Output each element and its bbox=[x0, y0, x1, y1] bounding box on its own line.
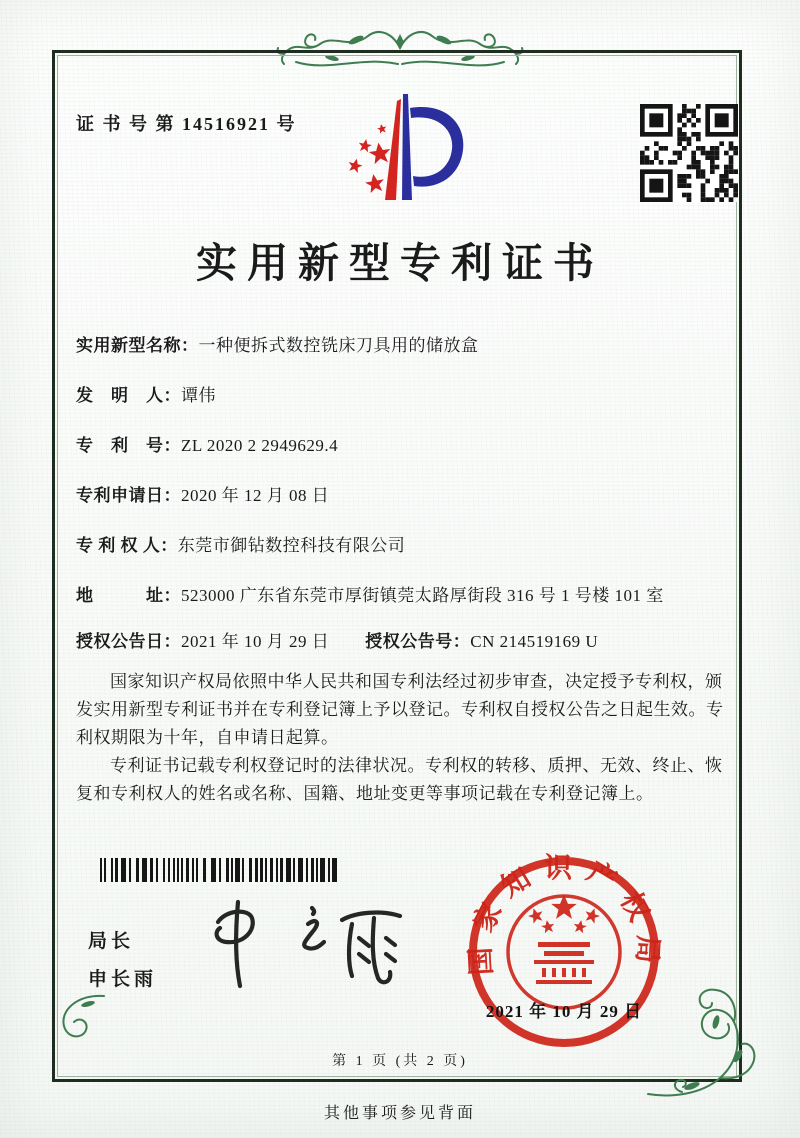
field-label: 授权公告号： bbox=[365, 632, 471, 651]
field-label: 专利申请日： bbox=[76, 486, 181, 505]
field-grant-row bbox=[76, 630, 728, 654]
legal-paragraph-1: 国家知识产权局依照中华人民共和国专利法经过初步审查，决定授予专利权，颁发实用新型专利证书并在专利登记簿上予以登记。专利权自授权公告之日起生效。专利权期限为十年，自申请日起算。 bbox=[76, 672, 724, 747]
commissioner-title: 局长 bbox=[88, 931, 135, 952]
national-emblem-icon bbox=[526, 895, 601, 985]
field-label: 发 明 人： bbox=[76, 386, 181, 405]
back-side-note: 其他事项参见背面 bbox=[323, 1105, 476, 1122]
barcode bbox=[100, 856, 338, 884]
seal-org-text: 国家知识产权局 bbox=[465, 852, 663, 977]
field-value: 2020 年 12 月 08 日 bbox=[181, 486, 330, 505]
field-value: 523000 广东省东莞市厚街镇莞太路厚街段 316 号 1 号楼 101 室 bbox=[181, 586, 664, 605]
field-address bbox=[76, 584, 728, 608]
field-value: 一种便拆式数控铣床刀具用的储放盒 bbox=[198, 336, 479, 355]
field-label: 实用新型名称： bbox=[76, 336, 199, 355]
field-patentee bbox=[76, 534, 728, 558]
field-filing-date bbox=[76, 484, 728, 508]
page-number: 第 1 页 (共 2 页) bbox=[332, 1054, 468, 1069]
qr-code bbox=[638, 104, 740, 202]
field-label: 地 址： bbox=[76, 586, 181, 605]
field-inventor bbox=[76, 384, 728, 408]
cnipa-logo bbox=[330, 86, 470, 218]
official-seal bbox=[464, 852, 664, 1052]
qr-finder-tl bbox=[640, 104, 673, 137]
field-list bbox=[76, 334, 728, 680]
seal-graphic bbox=[464, 852, 664, 1052]
qr-finder-tr bbox=[705, 104, 738, 137]
commissioner-signature bbox=[196, 894, 426, 994]
field-value: CN 214519169 U bbox=[470, 632, 599, 651]
commissioner-name: 申长雨 bbox=[88, 969, 158, 990]
legal-text bbox=[76, 668, 730, 808]
legal-paragraph-2: 专利证书记载专利权登记时的法律状况。专利权的转移、质押、无效、终止、恢复和专利权人的姓名或名称、国籍、地址变更等事项记载在专利登记簿上。 bbox=[76, 756, 723, 803]
field-grant-date bbox=[76, 630, 329, 654]
field-value: 2021 年 10 月 29 日 bbox=[181, 632, 330, 651]
field-value: ZL 2020 2 2949629.4 bbox=[181, 436, 339, 455]
field-grant-number bbox=[365, 630, 598, 654]
qr-finder-bl bbox=[640, 169, 673, 202]
seal-date: 2021 年 10 月 29 日 bbox=[485, 1002, 643, 1021]
field-patent-number bbox=[76, 434, 728, 458]
certificate-number: 证 书 号 第 14516921 号 bbox=[76, 114, 297, 134]
field-value: 东莞市御钻数控科技有限公司 bbox=[177, 536, 406, 555]
field-value: 谭伟 bbox=[181, 386, 216, 405]
field-utility-model-name bbox=[76, 334, 728, 358]
certificate-title: 实用新型专利证书 bbox=[196, 240, 604, 286]
field-label: 授权公告日： bbox=[76, 632, 181, 651]
field-label: 专 利 权 人： bbox=[76, 536, 178, 555]
field-label: 专 利 号： bbox=[76, 436, 181, 455]
